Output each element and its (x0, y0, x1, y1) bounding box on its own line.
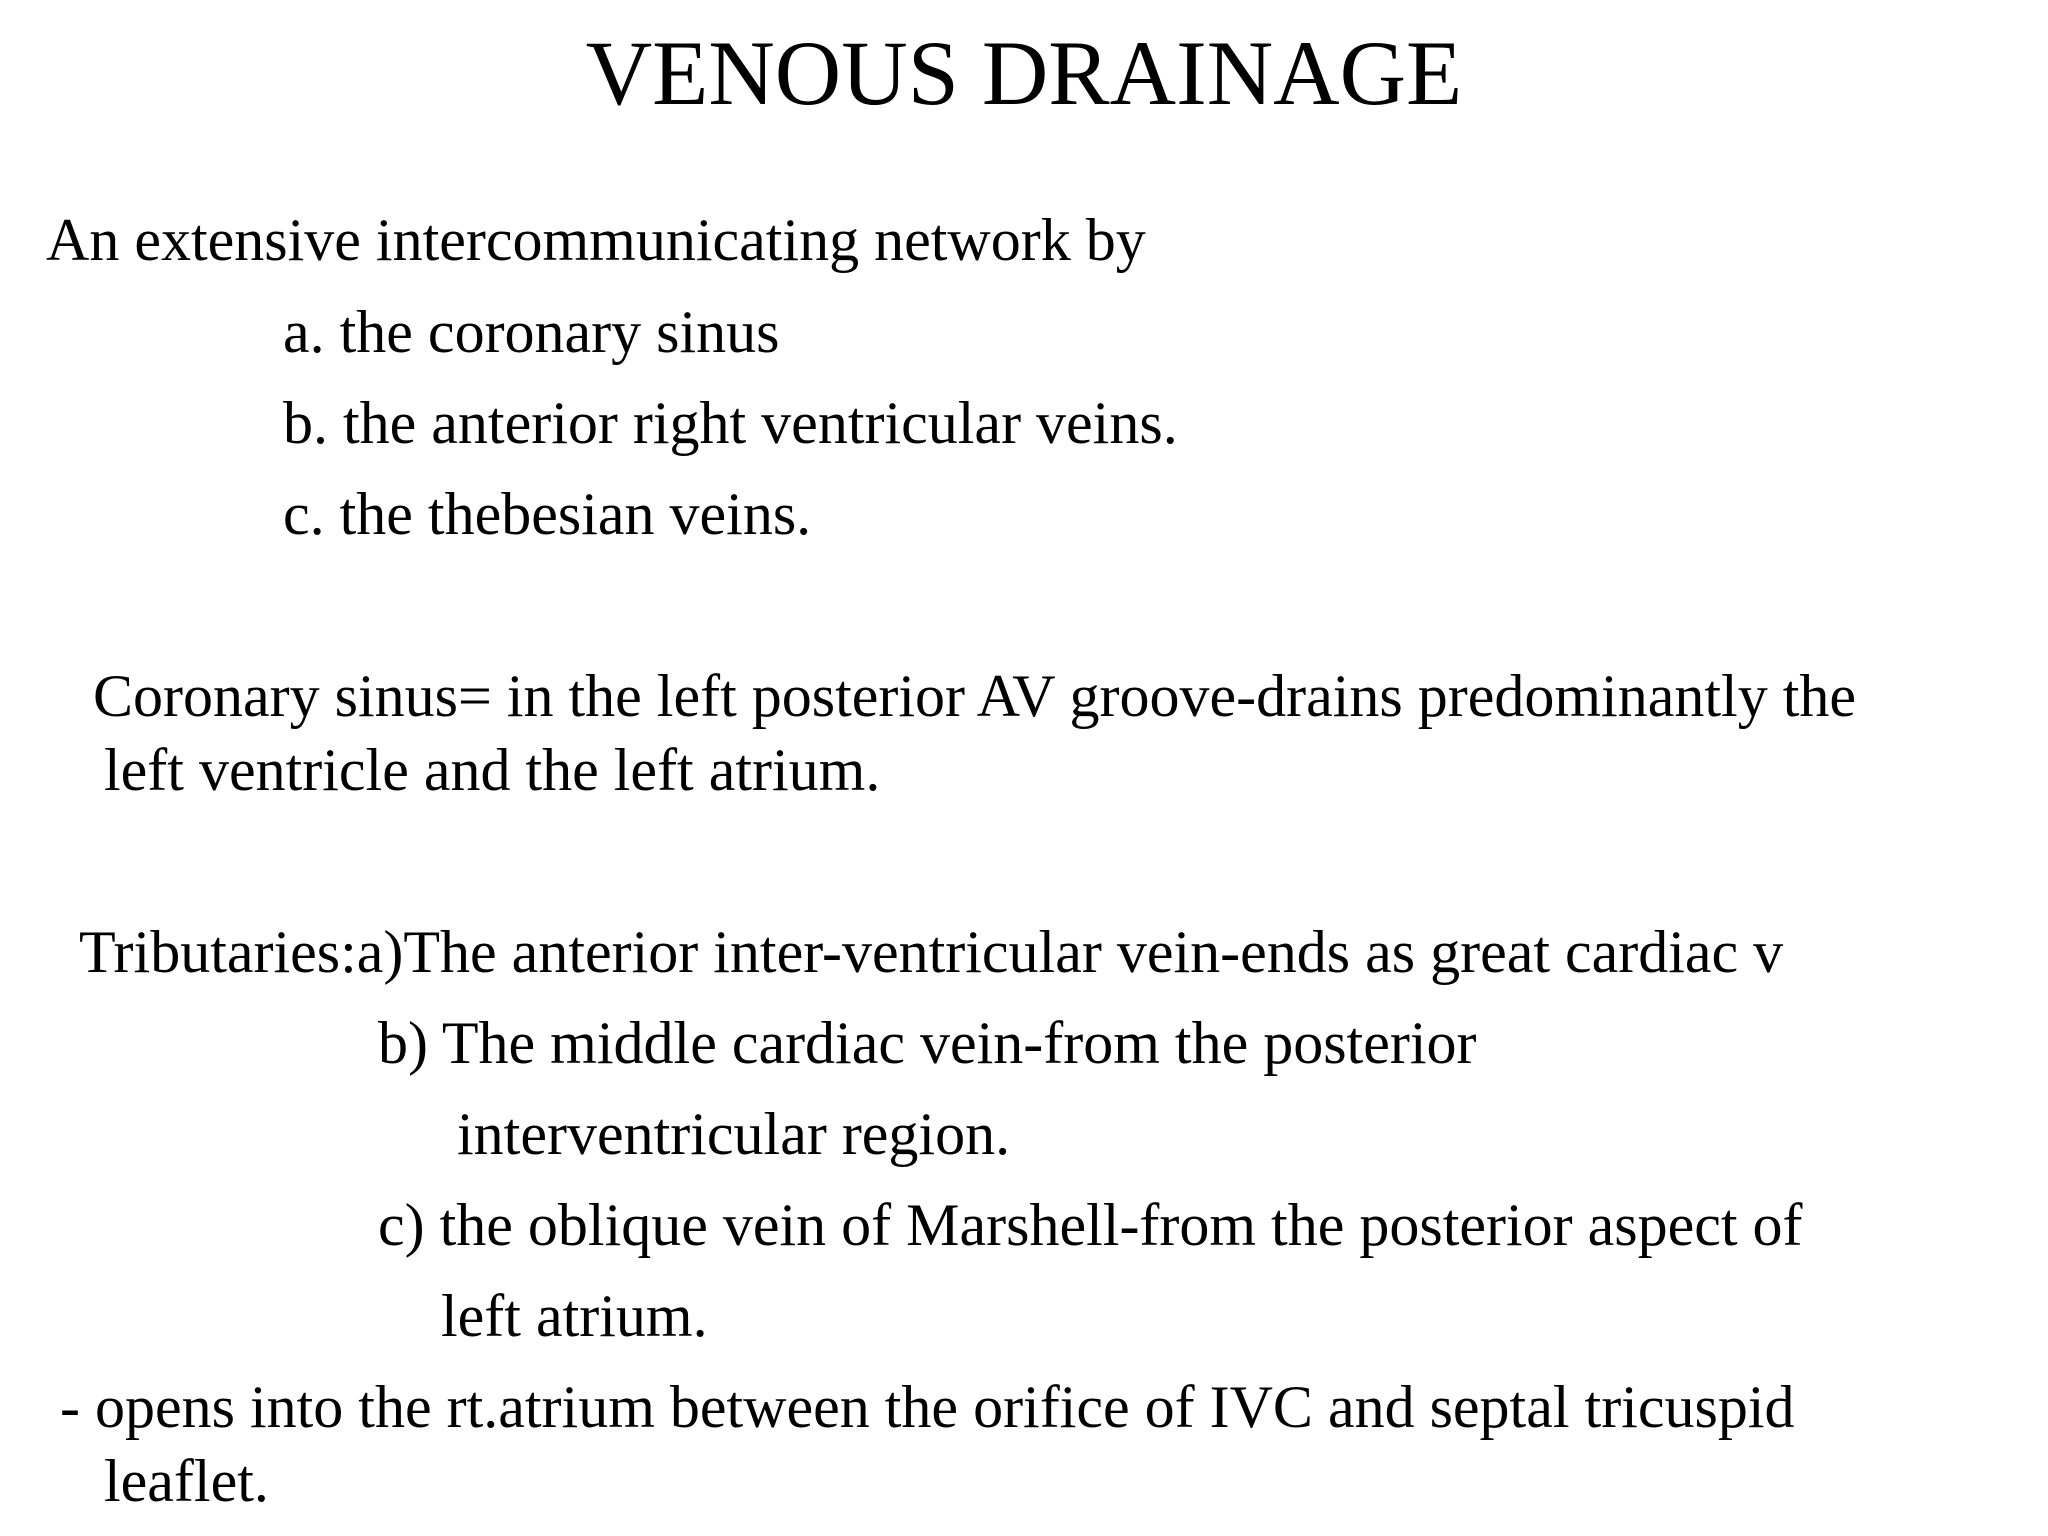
tributary-c-line-1: c) the oblique vein of Marshell-from the posterior aspect of (378, 1192, 1803, 1258)
tributary-a: Tributaries:a)The anterior inter-ventricular vein-ends as great cardiac v (79, 919, 1784, 985)
tributary-b-line-1: b) The middle cardiac vein-from the posterior (378, 1010, 1477, 1076)
coronary-sinus-line-1: Coronary sinus= in the left posterior AV groove-drains predominantly the (93, 663, 1856, 729)
opening-line-1: - opens into the rt.atrium between the orifice of IVC and septal tricuspid (60, 1374, 1795, 1440)
list-item-anterior-right-ventricular-veins: b. the anterior right ventricular veins. (283, 390, 1178, 456)
tributary-b-line-2: interventricular region. (457, 1101, 1011, 1167)
slide-title: VENOUS DRAINAGE (585, 22, 1463, 124)
list-item-coronary-sinus: a. the coronary sinus (283, 299, 780, 365)
coronary-sinus-line-2: left ventricle and the left atrium. (104, 737, 881, 803)
intro-text: An extensive intercommunicating network by (46, 207, 1146, 273)
opening-line-2: leaflet. (104, 1448, 269, 1514)
list-item-thebesian-veins: c. the thebesian veins. (283, 481, 812, 547)
tributary-c-line-2: left atrium. (441, 1283, 708, 1349)
